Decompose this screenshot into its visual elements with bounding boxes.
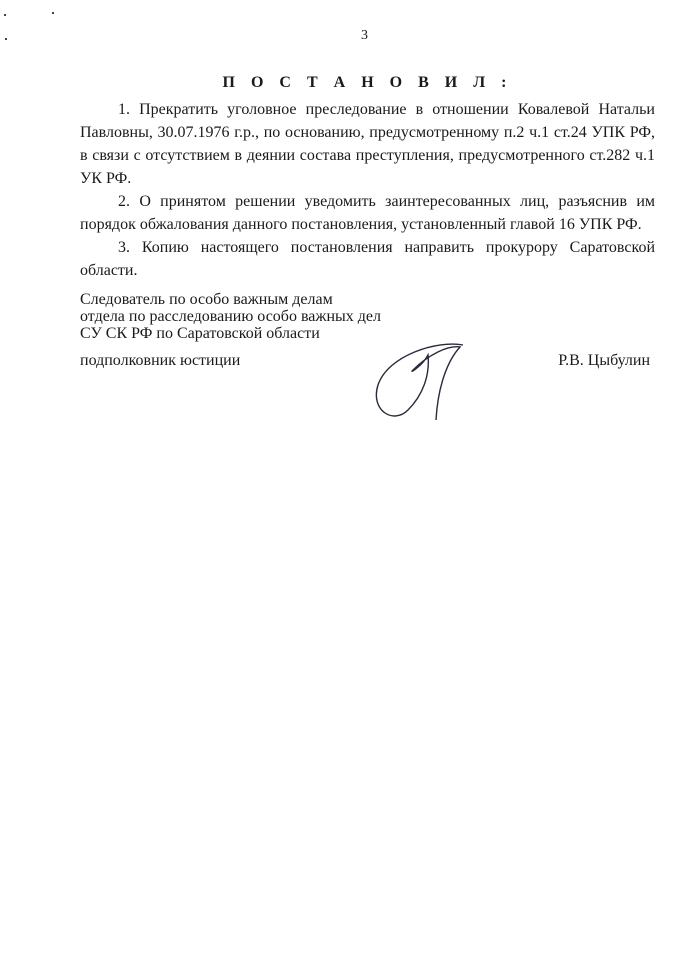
signatory-name: Р.В. Цыбулин <box>558 352 650 369</box>
position-line: отдела по расследованию особо важных дел <box>80 308 381 325</box>
scan-speck <box>4 14 6 16</box>
position-line: Следователь по особо важным делам <box>80 291 333 308</box>
position-line: СУ СК РФ по Саратовской области <box>80 325 320 342</box>
resolution-body <box>80 98 655 282</box>
scan-speck <box>52 12 54 14</box>
paragraph-2: 2. О принятом решении уведомить заинтересованных лиц, разъяснив им порядок обжалования данного постановления, установленный главой 16 УПК РФ. <box>80 193 655 233</box>
paragraph-3: 3. Копию настоящего постановления направить прокурору Саратовской области. <box>80 239 655 279</box>
signatory-rank: подполковник юстиции <box>80 352 241 369</box>
signatory-position <box>80 291 381 342</box>
resolution-heading: П О С Т А Н О В И Л : <box>222 74 513 91</box>
paragraph-1: 1. Прекратить уголовное преследование в отношении Ковалевой Натальи Павловны, 30.07.1976 г.р., по основанию, предусмотренному п.2 ч.1 ст.24 УПК РФ, в связи с отсутствием в деянии состава преступления, предусмотренного ст.282 ч.1 УК РФ. <box>80 101 655 187</box>
page-number: 3 <box>361 28 368 43</box>
handwritten-signature <box>368 335 478 435</box>
